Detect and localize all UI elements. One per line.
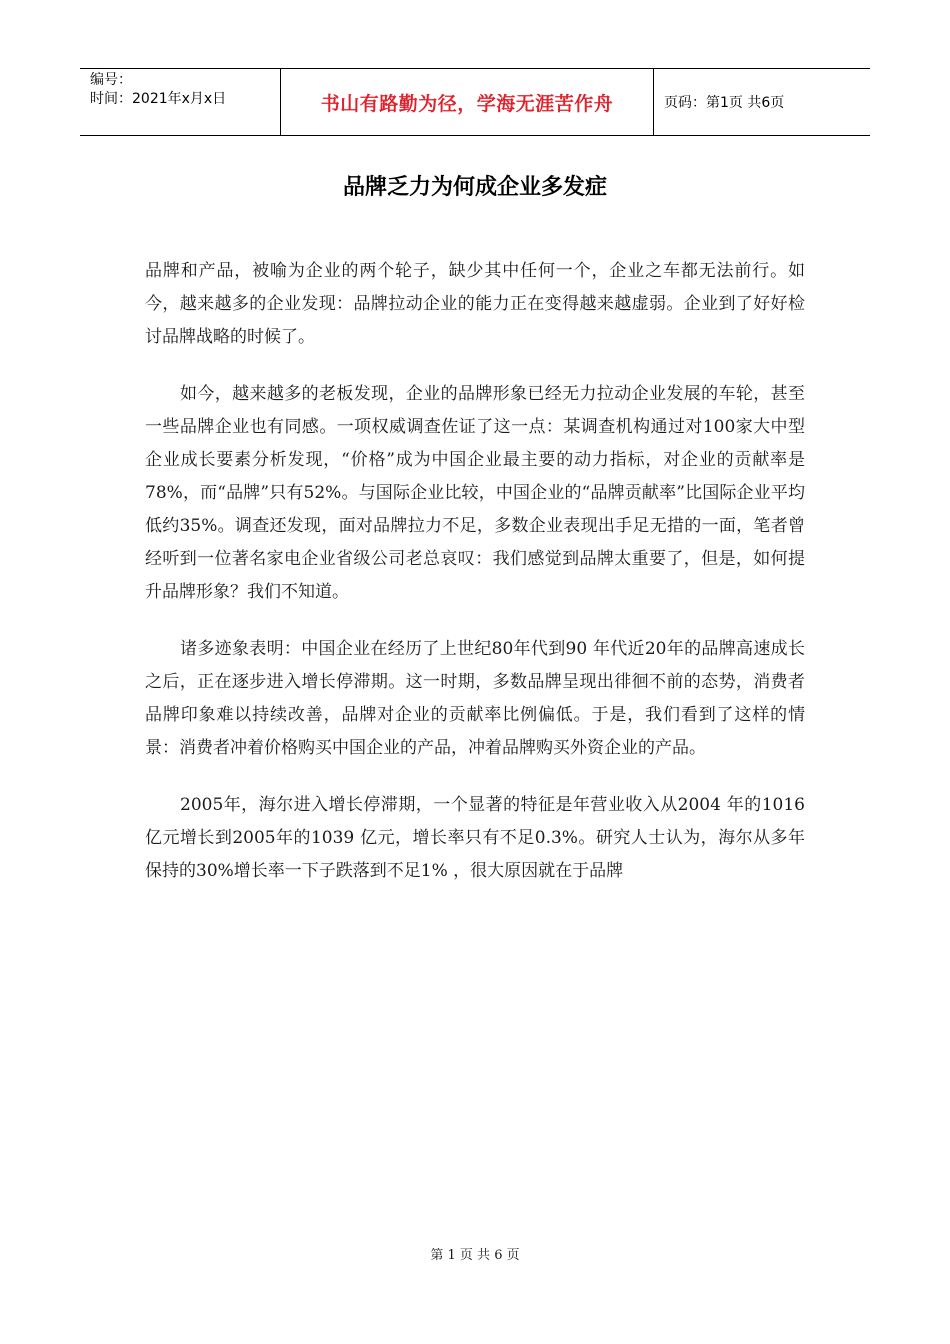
header-table xyxy=(80,68,870,136)
motto-text: 书山有路勤为径，学海无涯苦作舟 xyxy=(320,92,614,115)
paragraph-intro: 品牌和产品，被喻为企业的两个轮子，缺少其中任何一个，企业之车都无法前行。如今，越来越多的企业发现：品牌拉动企业的能力正在变得越来越虚弱。企业到了好好检讨品牌战略的时候了。 xyxy=(145,261,805,347)
page-info-cell xyxy=(654,69,870,135)
paragraph-2: 如今，越来越多的老板发现，企业的品牌形象已经无力拉动企业发展的车轮，甚至一些品牌企业也有同感。一项权威调查佐证了这一点：某调查机构通过对100家大中型企业成长要素分析发现，“价格”成为中国企业最主要的动力指标，对企业的贡献率是78%，而“品牌”只有52%。与国际企业比较，中国企业的“品牌贡献率”比国际企业平均低约35%。调查还发现，面对品牌拉力不足，多数企业表现出手足无措的一面，笔者曾经听到一位著名家电企业省级公司老总哀叹：我们感觉到品牌太重要了，但是，如何提升品牌形象？我们不知道。 xyxy=(145,384,805,602)
header-meta-cell xyxy=(80,69,281,135)
document-body xyxy=(145,255,805,912)
page-footer: 第 1 页 共 6 页 xyxy=(430,1248,520,1263)
document-title: 品牌乏力为何成企业多发症 xyxy=(342,175,607,200)
paragraph-4: 2005年，海尔进入增长停滞期，一个显著的特征是年营业收入从2004 年的1016亿元增长到2005年的1039 亿元，增长率只有不足0.3%。研究人士认为，海尔从多年保持的30%增长率一下子跌落到不足1% ，很大原因就在于品牌 xyxy=(145,795,805,881)
date-label: 时间：2021年x月x日 xyxy=(90,91,227,107)
paragraph-3: 诸多迹象表明：中国企业在经历了上世纪80年代到90 年代近20年的品牌高速成长之后，正在逐步进入增长停滞期。这一时期，多数品牌呈现出徘徊不前的态势，消费者品牌印象难以持续改善，品牌对企业的贡献率比例偏低。于是，我们看到了这样的情景：消费者冲着价格购买中国企业的产品，冲着品牌购买外资企业的产品。 xyxy=(145,639,805,758)
number-label: 编号： xyxy=(90,72,132,88)
motto-cell xyxy=(281,69,654,135)
page-info-text: 页码：第1页 共6页 xyxy=(664,95,785,111)
